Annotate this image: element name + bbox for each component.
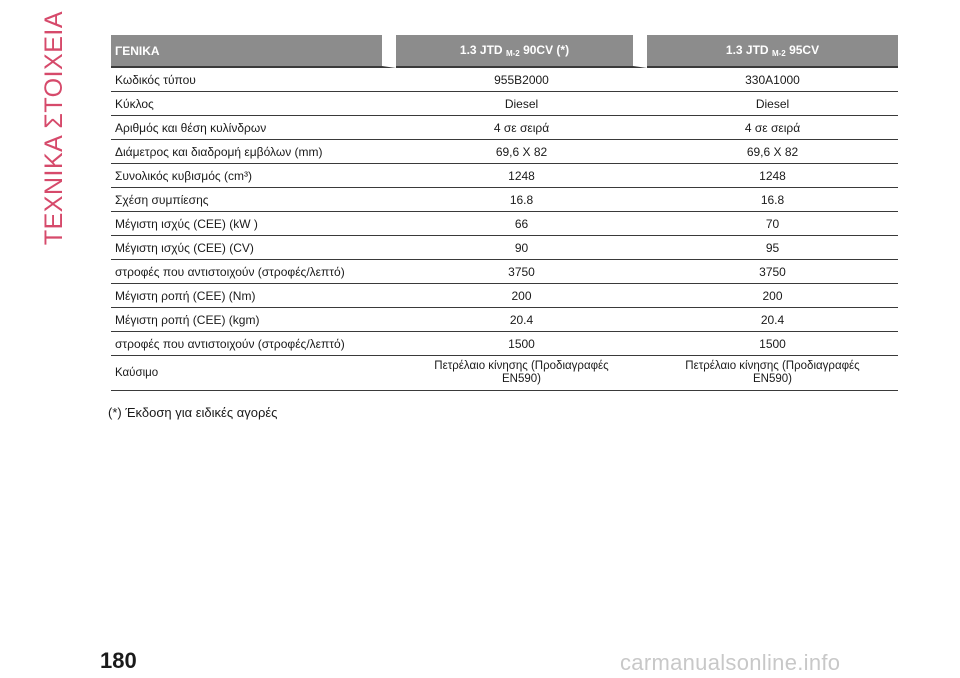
row-label: Μέγιστη ισχύς (CEE) (kW ) — [111, 212, 396, 236]
row-value-90cv: 16.8 — [396, 188, 647, 212]
row-value-95cv: 20.4 — [647, 308, 898, 332]
footnote: (*) Έκδοση για ειδικές αγορές — [108, 405, 278, 420]
table-row — [111, 116, 898, 140]
fuel-line-1: Πετρέλαιο κίνησης (Προδιαγραφές — [685, 360, 860, 372]
table-row — [111, 356, 898, 391]
table-row — [111, 332, 898, 356]
row-value-90cv: 69,6 X 82 — [396, 140, 647, 164]
row-label: Αριθμός και θέση κυλίνδρων — [111, 116, 396, 140]
row-value-95cv: 3750 — [647, 260, 898, 284]
table-row — [111, 188, 898, 212]
fuel-line-1: Πετρέλαιο κίνησης (Προδιαγραφές — [434, 360, 609, 372]
row-value-95cv: 16.8 — [647, 188, 898, 212]
fuel-line-2: EN590) — [502, 373, 541, 385]
row-value-95cv: 95 — [647, 236, 898, 260]
row-value-95cv: 69,6 X 82 — [647, 140, 898, 164]
row-value-90cv: 4 σε σειρά — [396, 116, 647, 140]
table-row — [111, 308, 898, 332]
row-label: Μέγιστη ροπή (CEE) (Nm) — [111, 284, 396, 308]
row-value-90cv: 20.4 — [396, 308, 647, 332]
row-value-95cv — [647, 356, 898, 391]
row-label: Καύσιμο — [111, 356, 396, 391]
specifications-table — [111, 35, 898, 391]
page-number: 180 — [100, 648, 137, 673]
table-row — [111, 140, 898, 164]
row-label: Σχέση συμπίεσης — [111, 188, 396, 212]
row-value-95cv: 70 — [647, 212, 898, 236]
row-value-90cv: Diesel — [396, 92, 647, 116]
row-value-95cv: Diesel — [647, 92, 898, 116]
row-label: Μέγιστη ισχύς (CEE) (CV) — [111, 236, 396, 260]
row-label: Διάμετρος και διαδρομή εμβόλων (mm) — [111, 140, 396, 164]
row-value-95cv: 330A1000 — [647, 68, 898, 92]
header-model-95cv: 1.3 JTD $_{M-2}$ 95CV — [647, 35, 898, 68]
row-label: Συνολικός κυβισμός (cm³) — [111, 164, 396, 188]
table-row — [111, 92, 898, 116]
header-model-90cv: 1.3 JTD $_{M-2}$ 90CV (*) — [396, 35, 647, 68]
table-row — [111, 260, 898, 284]
table-row — [111, 284, 898, 308]
row-label: Κωδικός τύπου — [111, 68, 396, 92]
table-header-row — [111, 35, 898, 68]
row-value-90cv: 955B2000 — [396, 68, 647, 92]
table-row — [111, 68, 898, 92]
row-label: στροφές που αντιστοιχούν (στροφές/λεπτό) — [111, 260, 396, 284]
row-value-90cv: 1248 — [396, 164, 647, 188]
row-value-95cv: 1500 — [647, 332, 898, 356]
row-value-95cv: 200 — [647, 284, 898, 308]
table-row — [111, 212, 898, 236]
row-value-95cv: 4 σε σειρά — [647, 116, 898, 140]
row-value-90cv: 90 — [396, 236, 647, 260]
row-value-90cv: 3750 — [396, 260, 647, 284]
row-label: Μέγιστη ροπή (CEE) (kgm) — [111, 308, 396, 332]
row-label: Κύκλος — [111, 92, 396, 116]
section-side-title — [40, 10, 90, 245]
row-value-95cv: 1248 — [647, 164, 898, 188]
row-value-90cv: 66 — [396, 212, 647, 236]
row-value-90cv: 200 — [396, 284, 647, 308]
header-general: ΓΕΝΙΚΑ — [111, 35, 396, 68]
row-value-90cv: 1500 — [396, 332, 647, 356]
table-row — [111, 236, 898, 260]
section-title-text: ΤΕΧΝΙΚΑ ΣΤΟΙΧΕΙΑ — [40, 10, 68, 245]
fuel-line-2: EN590) — [753, 373, 792, 385]
table-row — [111, 164, 898, 188]
row-label: στροφές που αντιστοιχούν (στροφές/λεπτό) — [111, 332, 396, 356]
watermark: carmanualsonline.info — [620, 650, 841, 675]
row-value-90cv — [396, 356, 647, 391]
